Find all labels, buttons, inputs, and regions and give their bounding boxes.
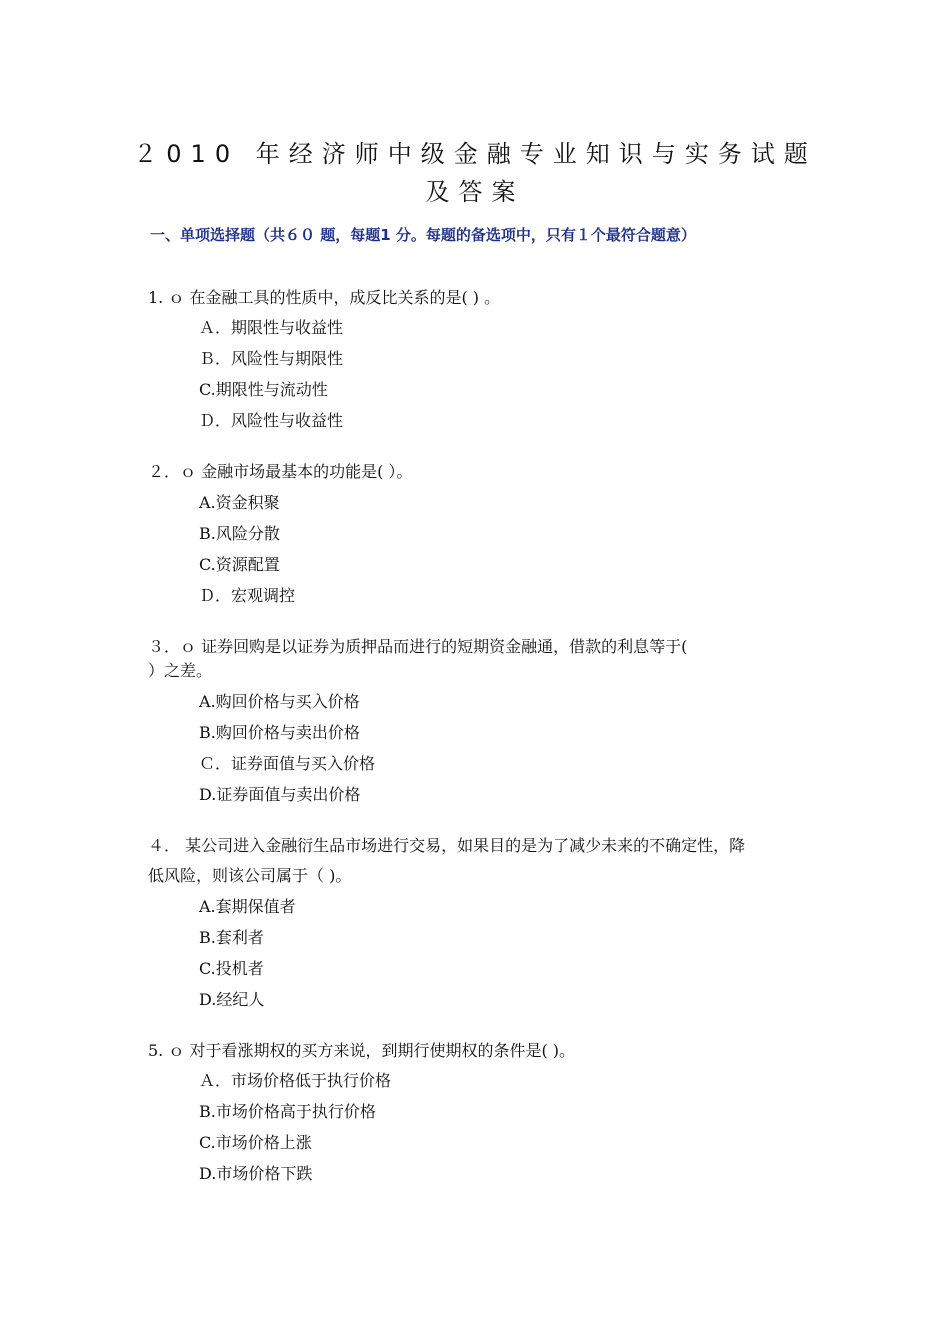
question-4-option-a: A.套期保值者 bbox=[199, 897, 296, 916]
question-5-option-a: Ａ．市场价格低于执行价格 bbox=[199, 1071, 392, 1090]
question-1-option-b: Ｂ．风险性与期限性 bbox=[199, 349, 344, 368]
question-4-stem-cont: 低风险，则该公司属于（ )。 bbox=[148, 866, 352, 885]
question-2-option-c: C.资源配置 bbox=[199, 555, 280, 574]
document-title-line1: ２010 年经济师中级金融专业知识与实务试题 bbox=[133, 140, 817, 168]
section-header: 一、单项选择题（共６０ 题，每题1 分。每题的备选项中，只有１个最符合题意） bbox=[150, 226, 696, 244]
question-4-stem: ４． 某公司进入金融衍生品市场进行交易，如果目的是为了减少未来的不确定性，降 bbox=[148, 836, 746, 855]
question-2-option-d: Ｄ．宏观调控 bbox=[199, 586, 296, 605]
question-2-stem: ２．ｏ 金融市场最基本的功能是( ）。 bbox=[148, 462, 413, 481]
question-3-option-c: Ｃ．证券面值与买入价格 bbox=[199, 754, 376, 773]
question-2-option-a: A.资金积聚 bbox=[199, 493, 280, 512]
question-1-option-c: C.期限性与流动性 bbox=[199, 380, 328, 399]
question-1-option-d: Ｄ．风险性与收益性 bbox=[199, 411, 344, 430]
question-3-stem-cont: ）之差。 bbox=[148, 661, 213, 680]
question-4-option-c: C.投机者 bbox=[199, 959, 264, 978]
question-3-stem: ３．ｏ 证券回购是以证券为质押品而进行的短期资金融通，借款的利息等于( bbox=[148, 637, 688, 656]
question-5-stem: 5. ｏ 对于看涨期权的买方来说，到期行使期权的条件是( )。 bbox=[148, 1041, 576, 1060]
question-3-option-a: A.购回价格与买入价格 bbox=[199, 692, 360, 711]
question-5-option-c: C.市场价格上涨 bbox=[199, 1133, 312, 1152]
question-5-option-d: D.市场价格下跌 bbox=[199, 1164, 313, 1183]
question-1-option-a: Ａ．期限性与收益性 bbox=[199, 318, 344, 337]
question-2-option-b: B.风险分散 bbox=[199, 524, 280, 543]
question-5-option-b: B.市场价格高于执行价格 bbox=[199, 1102, 376, 1121]
question-4-option-d: D.经纪人 bbox=[199, 990, 265, 1009]
question-3-option-d: D.证券面值与卖出价格 bbox=[199, 785, 361, 804]
document-title-line2: 及答案 bbox=[425, 178, 525, 206]
question-4-option-b: B.套利者 bbox=[199, 928, 264, 947]
question-3-option-b: B.购回价格与卖出价格 bbox=[199, 723, 360, 742]
question-1-stem: 1. ｏ 在金融工具的性质中，成反比关系的是( ) 。 bbox=[148, 288, 501, 307]
